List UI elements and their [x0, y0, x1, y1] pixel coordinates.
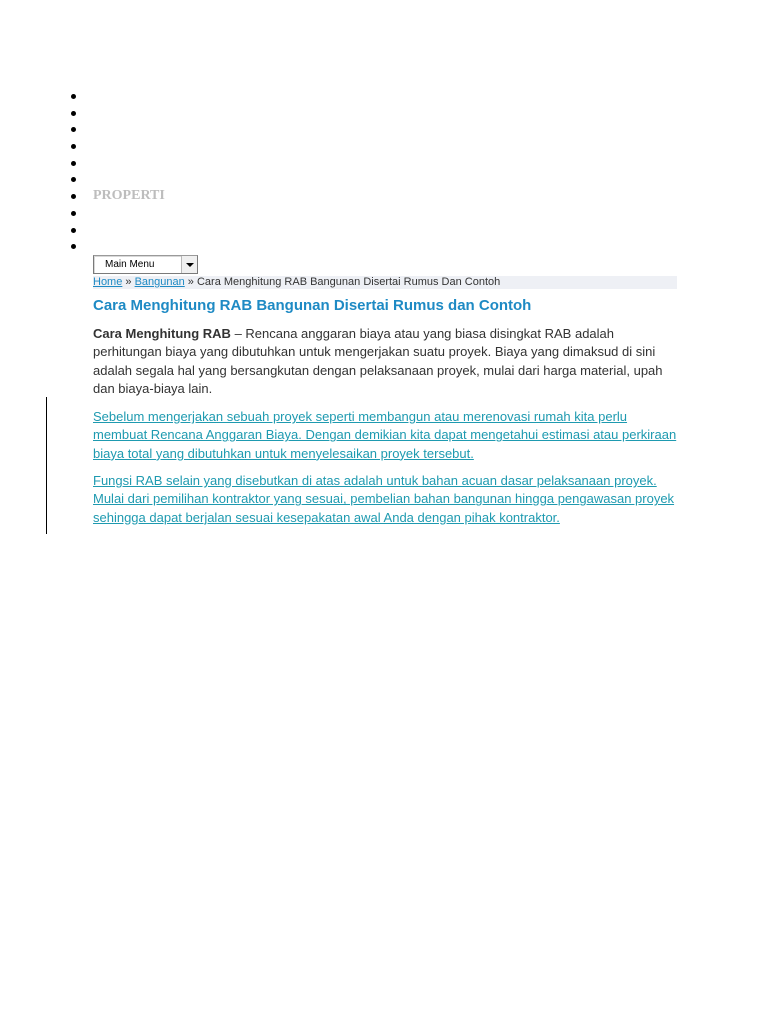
bullet-icon — [71, 177, 76, 182]
bullet-icon — [71, 111, 76, 116]
article-paragraph-link[interactable]: Fungsi RAB selain yang disebutkan di atas adalah untuk bahan acuan dasar pelaksanaan proyek. Mulai dari pemilihan kontraktor yang sesuai, pembelian bahan bangunan hingga pengawasan proyek sehingga dapat berjalan sesuai kesepakatan awal Anda dengan pihak kontraktor. — [93, 473, 675, 525]
article-intro-paragraph — [93, 325, 678, 399]
bullet-icon — [71, 94, 76, 99]
main-menu-select[interactable] — [93, 255, 198, 274]
bullet-icon — [71, 144, 76, 149]
chevron-down-icon[interactable] — [181, 256, 197, 273]
breadcrumb-category-link[interactable]: Bangunan — [134, 276, 185, 288]
article-paragraph — [93, 408, 678, 463]
breadcrumb — [93, 276, 677, 289]
article-intro-text: – Rencana anggaran biaya atau yang biasa disingkat RAB adalah perhitungan biaya yang dibutuhkan untuk mengerjakan suatu proyek. Biaya yang dimaksud di sini adalah segala hal yang bersangkutan dengan pelaksanaan proyek, mulai dari harga material, upah dan biaya-biaya lain. — [93, 326, 663, 397]
breadcrumb-home-link[interactable]: Home — [93, 276, 123, 288]
bullet-icon — [71, 244, 76, 249]
breadcrumb-separator: » — [184, 276, 197, 288]
article-paragraph — [93, 472, 678, 527]
blockquote-rule — [46, 397, 47, 534]
main-menu-select-label: Main Menu — [105, 259, 155, 270]
page-title: Cara Menghitung RAB Bangunan Disertai Rumus dan Contoh — [93, 297, 532, 314]
nav-item-label[interactable]: PROPERTI — [93, 188, 165, 204]
article-intro-bold: Cara Menghitung RAB — [93, 326, 231, 341]
bullet-icon — [71, 228, 76, 233]
bullet-icon — [71, 194, 76, 199]
bullet-icon — [71, 161, 76, 166]
article-paragraph-link[interactable]: Sebelum mengerjakan sebuah proyek seperti membangun atau merenovasi rumah kita perlu membuat Rencana Anggaran Biaya. Dengan demikian kita dapat mengetahui estimasi atau perkiraan biaya total yang dibutuhkan untuk menyelesaikan proyek tersebut. — [93, 409, 677, 461]
breadcrumb-separator: » — [122, 276, 135, 288]
breadcrumb-current: Cara Menghitung RAB Bangunan Disertai Rumus Dan Contoh — [196, 276, 501, 288]
bullet-icon — [71, 211, 76, 216]
bullet-icon — [71, 127, 76, 132]
